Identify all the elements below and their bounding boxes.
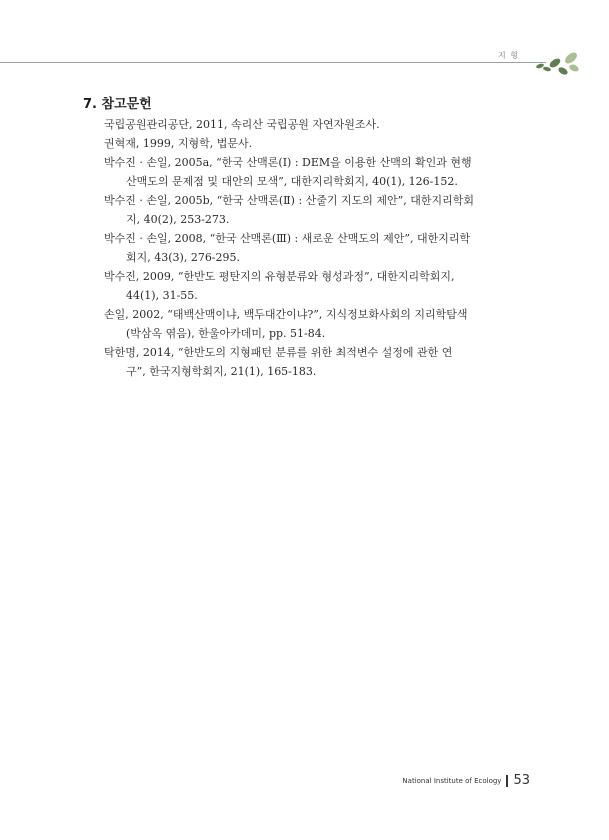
footer-institution: National Institute of Ecology [402, 776, 502, 785]
reference-line: 박수진, 2009, “한반도 평탄지의 유형분류와 형성과정”, 대한지리학회지, [104, 270, 455, 283]
reference-line: 지, 40(2), 253-273. [126, 213, 230, 226]
reference-item [104, 153, 534, 191]
reference-item [104, 191, 534, 229]
reference-line: 박수진 · 손일, 2005b, “한국 산맥론(Ⅱ) : 산줄기 지도의 제안”, 대한지리학회 [104, 194, 475, 207]
reference-line: 44(1), 31-55. [126, 289, 198, 302]
footer [402, 773, 530, 788]
reference-line: 탁한명, 2014, “한반도의 지형패턴 분류를 위한 최적변수 설정에 관한 연 [104, 346, 453, 359]
reference-line: 구”, 한국지형학회지, 21(1), 165-183. [126, 365, 317, 378]
footer-separator [506, 775, 508, 787]
page-number: 53 [513, 773, 530, 788]
reference-line: (박삼옥 엮음), 한울아카데미, pp. 51-84. [126, 327, 326, 340]
section-title: 7. 참고문헌 [83, 97, 152, 112]
reference-item [104, 267, 534, 305]
reference-item [104, 134, 534, 153]
reference-list [104, 115, 534, 381]
reference-line: 권혁재, 1999, 지형학, 법문사. [104, 137, 253, 150]
reference-line: 박수진 · 손일, 2005a, “한국 산맥론(Ⅰ) : DEM을 이용한 산맥의 확인과 현행 [104, 156, 472, 169]
reference-item [104, 115, 534, 134]
reference-item [104, 343, 534, 381]
reference-item [104, 229, 534, 267]
reference-line: 국립공원관리공단, 2011, 속리산 국립공원 자연자원조사. [104, 118, 380, 131]
reference-line: 회지, 43(3), 276-295. [126, 251, 241, 264]
leaf-ornament-icon [530, 50, 580, 78]
running-header: 지 형 [498, 51, 519, 60]
reference-line: 손일, 2002, “태백산맥이냐, 백두대간이냐?”, 지식정보화사회의 지리학탐색 [104, 308, 468, 321]
reference-line: 박수진 · 손일, 2008, “한국 산맥론(Ⅲ) : 새로운 산맥도의 제안”, 대한지리학 [104, 232, 471, 245]
header-rule [0, 62, 546, 63]
reference-item [104, 305, 534, 343]
reference-line: 산맥도의 문제점 및 대안의 모색”, 대한지리학회지, 40(1), 126-152. [126, 175, 458, 188]
